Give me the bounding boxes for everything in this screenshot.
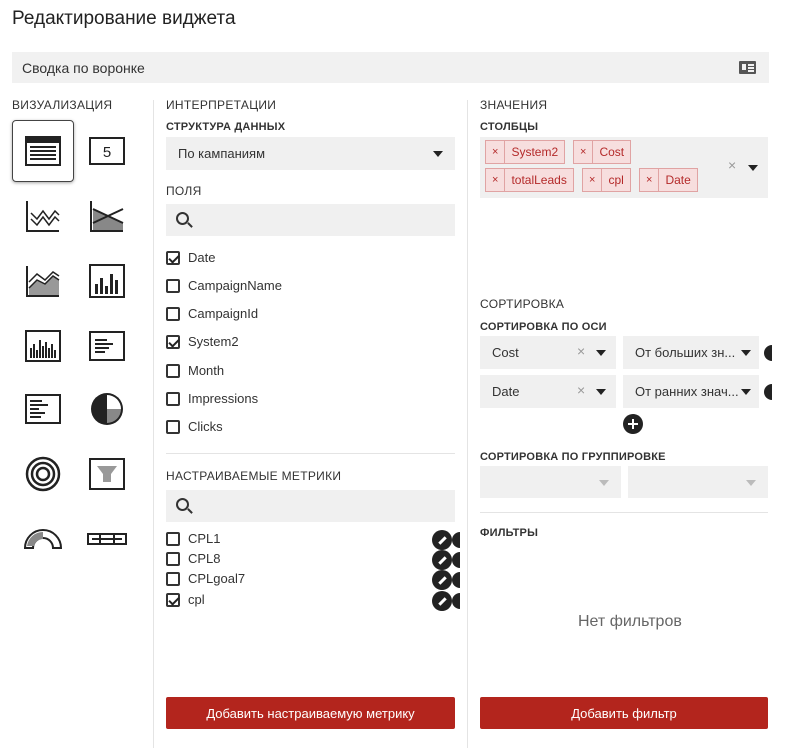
horizontal-bar-icon — [25, 394, 61, 424]
select-value: От больших зн... — [635, 345, 736, 360]
remove-tag-icon[interactable]: × — [574, 141, 593, 163]
field-item-date[interactable] — [166, 250, 215, 265]
id-card-icon[interactable] — [739, 61, 756, 74]
widget-name-value: Сводка по воронке — [22, 59, 145, 76]
funnel-icon — [89, 458, 125, 490]
values-heading: ЗНАЧЕНИЯ — [480, 98, 548, 112]
metric-label: CPL8 — [188, 551, 221, 566]
field-label: Date — [188, 250, 216, 265]
checkbox[interactable] — [166, 572, 180, 586]
field-item-campaignid[interactable] — [166, 306, 258, 321]
viz-bar-option[interactable] — [76, 250, 138, 312]
remove-tag-icon[interactable]: × — [640, 169, 659, 191]
metric-label: cpl — [188, 592, 205, 607]
axis-sort-order-select[interactable] — [623, 336, 759, 369]
delete-icon[interactable] — [452, 532, 460, 548]
fields-heading: ПОЛЯ — [166, 184, 202, 198]
interpretations-heading: ИНТЕРПРЕТАЦИИ — [166, 98, 277, 112]
viz-area-crossed-option[interactable] — [76, 185, 138, 247]
chevron-down-icon — [599, 480, 609, 486]
group-sort-label: СОРТИРОВКА ПО ГРУППИРОВКЕ — [480, 451, 666, 463]
table-icon — [25, 136, 61, 166]
checkbox[interactable] — [166, 552, 180, 566]
checkbox[interactable] — [166, 532, 180, 546]
area-crossed-chart-icon — [89, 199, 125, 233]
column-divider — [467, 100, 468, 748]
viz-table-option[interactable] — [12, 120, 74, 182]
checkbox[interactable] — [166, 593, 180, 607]
field-item-month[interactable] — [166, 363, 224, 378]
chevron-down-icon — [741, 389, 751, 395]
visualization-heading: ВИЗУАЛИЗАЦИЯ — [12, 98, 113, 112]
viz-histogram-option[interactable] — [12, 315, 74, 377]
group-sort-order-select[interactable] — [628, 466, 768, 498]
edit-pencil-icon[interactable] — [432, 591, 452, 611]
metric-label: CPLgoal7 — [188, 571, 246, 586]
field-label: CampaignName — [188, 278, 282, 293]
target-icon — [25, 456, 61, 492]
field-label: Impressions — [188, 391, 259, 406]
viz-area-option[interactable] — [12, 250, 74, 312]
column-tag-totalleads[interactable] — [485, 168, 574, 192]
checkbox[interactable] — [166, 251, 180, 265]
histogram-icon — [25, 330, 61, 362]
checkbox[interactable] — [166, 392, 180, 406]
checkbox[interactable] — [166, 279, 180, 293]
column-divider — [153, 100, 154, 748]
viz-funnel-option[interactable] — [76, 443, 138, 505]
pie-chart-icon — [89, 391, 125, 427]
viz-text-option[interactable] — [76, 315, 138, 377]
number-icon — [89, 137, 125, 165]
chevron-down-icon — [433, 151, 443, 157]
checkbox[interactable] — [166, 420, 180, 434]
field-item-campaignname[interactable] — [166, 278, 282, 293]
clear-icon[interactable]: × — [577, 343, 586, 359]
axis-sort-field-select[interactable] — [480, 336, 616, 369]
search-icon — [176, 212, 189, 225]
checkbox[interactable] — [166, 364, 180, 378]
edit-pencil-icon[interactable] — [432, 530, 452, 550]
viz-target-option[interactable] — [12, 443, 74, 505]
divider — [166, 453, 455, 454]
chevron-down-icon — [746, 480, 756, 486]
viz-line-option[interactable] — [12, 185, 74, 247]
tag-label: Cost — [599, 145, 625, 159]
metric-item-cpl1[interactable] — [166, 531, 221, 546]
remove-sort-icon[interactable] — [764, 384, 772, 400]
add-custom-metric-button[interactable]: Добавить настраиваемую метрику — [166, 697, 455, 729]
tag-label: cpl — [608, 173, 624, 187]
axis-sort-field-select[interactable] — [480, 375, 616, 408]
select-value: Date — [492, 384, 520, 399]
viz-slider-option[interactable] — [76, 508, 138, 570]
viz-number-option[interactable] — [76, 120, 138, 182]
field-item-clicks[interactable] — [166, 419, 223, 434]
bar-chart-icon — [89, 264, 125, 298]
divider — [480, 512, 768, 513]
delete-icon[interactable] — [452, 572, 460, 588]
data-structure-select[interactable] — [166, 137, 455, 170]
axis-sort-order-select[interactable] — [623, 375, 759, 408]
sorting-heading: СОРТИРОВКА — [480, 297, 565, 311]
add-sort-plus-icon[interactable] — [623, 414, 643, 434]
remove-tag-icon[interactable]: × — [486, 169, 505, 191]
widget-name-field[interactable] — [12, 52, 769, 83]
data-structure-label: СТРУКТУРА ДАННЫХ — [166, 121, 286, 133]
column-tag-date[interactable] — [639, 168, 698, 192]
tag-label: totalLeads — [511, 173, 567, 187]
chevron-down-icon[interactable] — [748, 165, 758, 171]
edit-pencil-icon[interactable] — [432, 570, 452, 590]
line-chart-icon — [25, 199, 61, 233]
metric-label: CPL1 — [188, 531, 221, 546]
tag-label: System2 — [511, 145, 559, 159]
select-value: От ранних знач... — [635, 384, 739, 399]
tag-label: Date — [665, 173, 691, 187]
svg-text:5: 5 — [102, 144, 112, 161]
remove-tag-icon[interactable]: × — [583, 169, 602, 191]
field-label: Clicks — [188, 419, 223, 434]
search-icon — [176, 498, 189, 511]
metric-item-cpl[interactable] — [166, 592, 205, 607]
delete-icon[interactable] — [452, 552, 460, 568]
column-tag-cost[interactable] — [573, 140, 631, 164]
checkbox[interactable] — [166, 307, 180, 321]
text-block-icon — [89, 331, 125, 361]
metric-item-cpl8[interactable] — [166, 551, 221, 566]
axis-sort-label: СОРТИРОВКА ПО ОСИ — [480, 321, 607, 333]
gauge-icon — [23, 528, 63, 550]
clear-icon[interactable]: × — [577, 382, 586, 398]
empty-filters-message: Нет фильтров — [578, 613, 682, 630]
data-structure-value: По кампаниям — [178, 146, 266, 161]
area-chart-icon — [25, 264, 61, 298]
field-label: Month — [188, 363, 225, 378]
custom-metrics-heading: НАСТРАИВАЕМЫЕ МЕТРИКИ — [166, 469, 342, 483]
metric-item-cplgoal7[interactable] — [166, 571, 245, 586]
add-filter-button[interactable]: Добавить фильтр — [480, 697, 768, 729]
column-tag-cpl[interactable] — [582, 168, 631, 192]
viz-gauge-option[interactable] — [12, 508, 74, 570]
remove-sort-icon[interactable] — [764, 345, 772, 361]
custom-metrics-search-input[interactable] — [166, 490, 455, 522]
page-title: Редактирование виджета — [12, 8, 236, 29]
viz-pie-option[interactable] — [76, 378, 138, 440]
columns-multiselect[interactable] — [480, 137, 768, 198]
filters-heading: ФИЛЬТРЫ — [480, 527, 539, 539]
edit-pencil-icon[interactable] — [432, 550, 452, 570]
clear-all-icon[interactable]: × — [728, 157, 737, 173]
field-item-impressions[interactable] — [166, 391, 258, 406]
select-value: Cost — [492, 345, 519, 360]
remove-tag-icon[interactable]: × — [486, 141, 505, 163]
slider-icon — [87, 532, 127, 546]
fields-search-input[interactable] — [166, 204, 455, 236]
checkbox[interactable] — [166, 335, 180, 349]
field-item-system2[interactable] — [166, 334, 239, 349]
column-tag-system2[interactable] — [485, 140, 565, 164]
chevron-down-icon — [741, 350, 751, 356]
chevron-down-icon — [596, 350, 606, 356]
delete-icon[interactable] — [452, 593, 460, 609]
columns-label: СТОЛБЦЫ — [480, 121, 539, 133]
field-label: System2 — [188, 334, 239, 349]
viz-horizontal-bar-option[interactable] — [12, 378, 74, 440]
chevron-down-icon — [596, 389, 606, 395]
group-sort-field-select[interactable] — [480, 466, 621, 498]
field-label: CampaignId — [188, 306, 259, 321]
